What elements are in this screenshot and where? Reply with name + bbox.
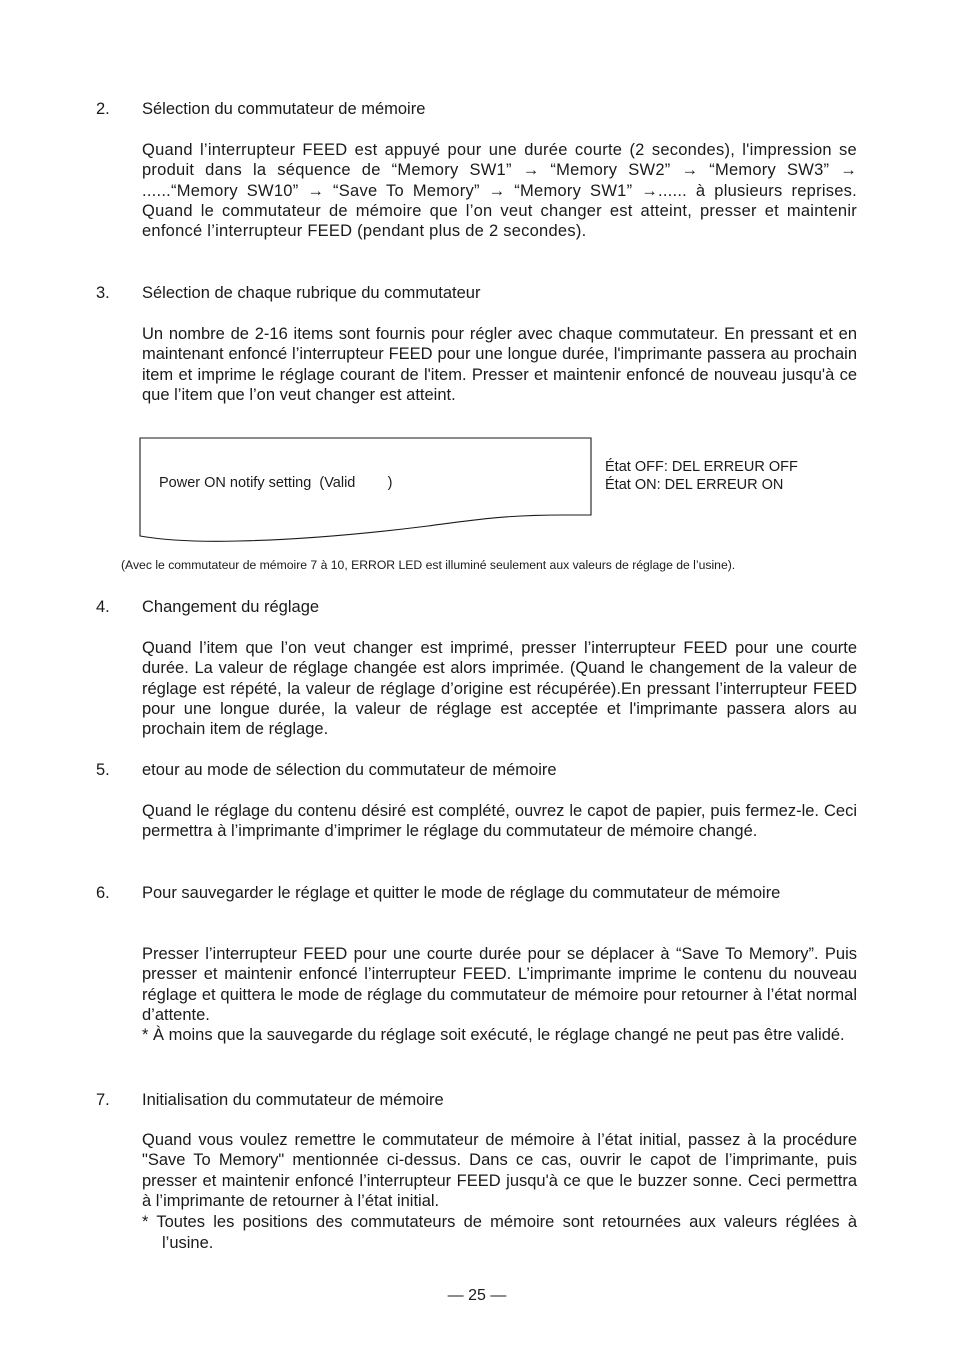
section-7-body: Quand vous voulez remettre le commutateur de mémoire à l’état initial, passez à la procédure "Save To Memory" mentionnée ci-dessus. Dans ce cas, ouvrir le capot de l’imprimante, puis presser et maintenir enfoncé l’interrupteur FEED jusqu'à ce que le buzzer sonne. Ceci permettra à l’imprimante de retourner à l’état initial. (142, 1131, 857, 1210)
section-3-heading: Sélection de chaque rubrique du commutateur (142, 284, 481, 302)
section-6-number: 6. (96, 884, 110, 902)
section-2-heading: Sélection du commutateur de mémoire (142, 100, 426, 118)
paper-printout-illustration (138, 436, 596, 548)
section-2-body: Quand l’interrupteur FEED est appuyé pour une durée courte (2 secondes), l'impression se produit dans la séquence de “Memory SW1” → “Memory SW2” → “Memory SW3” → ......“Memory SW10” → “Save To Memory” → “Memory SW1” →...... à plusieurs reprises. Quand le commutateur de mémoire que l’on veut changer est atteint, presser et maintenir enfoncé l’interrupteur FEED (pendant plus de 2 secondes). (142, 141, 857, 241)
section-6-body: Presser l’interrupteur FEED pour une courte durée pour se déplacer à “Save To Memory”. Puis presser et maintenir enfoncé l’interrupteur FEED. L’imprimante imprime le contenu du nouveau réglage et quittera le mode de réglage du commutateur de mémoire pour retourner à l’état normal d’attente. (142, 945, 857, 1024)
section-3-body: Un nombre de 2-16 items sont fournis pour régler avec chaque commutateur. En pressant et en maintenant enfoncé l’interrupteur FEED pour une longue durée, l'imprimante passera au prochain item et imprime le réglage courant de l'item. Presser et maintenir enfoncé de nouveau jusqu'à ce que l’item que l’on veut changer est atteint. (142, 325, 857, 404)
section-2-number: 2. (96, 100, 110, 118)
section-4-body: Quand l’item que l’on veut changer est imprimé, presser l’interrupteur FEED pour une courte durée. La valeur de réglage changée est alors imprimée. (Quand le changement de la valeur de réglage est répété, la valeur de réglage d’origine est récupérée).En pressant l’interrupteur FEED pour une longue durée, la valeur de réglage est acceptée et l'imprimante passera alors au prochain item de réglage. (142, 639, 857, 739)
state-off-label: État OFF: DEL ERREUR OFF (605, 459, 798, 475)
section-7-number: 7. (96, 1091, 110, 1109)
section-5-number: 5. (96, 761, 110, 779)
state-on-label: État ON: DEL ERREUR ON (605, 477, 784, 493)
section-3-number: 3. (96, 284, 110, 302)
section-7-heading: Initialisation du commutateur de mémoire (142, 1091, 444, 1109)
printout-note: (Avec le commutateur de mémoire 7 à 10, ERROR LED est illuminé seulement aux valeurs de réglage de l’usine). (121, 558, 736, 572)
page-number: — 25 — (447, 1287, 507, 1304)
section-6-note: * À moins que la sauvegarde du réglage soit exécuté, le réglage changé ne peut pas être validé. (142, 1026, 845, 1044)
printout-text: Power ON notify setting (Valid ) (159, 475, 393, 491)
section-7-note: * Toutes les positions des commutateurs de mémoire sont retournées aux valeurs réglées à l’usine. (142, 1213, 857, 1252)
section-6-heading: Pour sauvegarder le réglage et quitter le mode de réglage du commutateur de mémoire (142, 884, 781, 902)
section-4-number: 4. (96, 598, 110, 616)
section-5-heading: etour au mode de sélection du commutateur de mémoire (142, 761, 557, 779)
section-4-heading: Changement du réglage (142, 598, 320, 616)
section-5-body: Quand le réglage du contenu désiré est complété, ouvrez le capot de papier, puis fermez-le. Ceci permettra à l’imprimante d’imprimer le réglage du commutateur de mémoire changé. (142, 802, 857, 841)
